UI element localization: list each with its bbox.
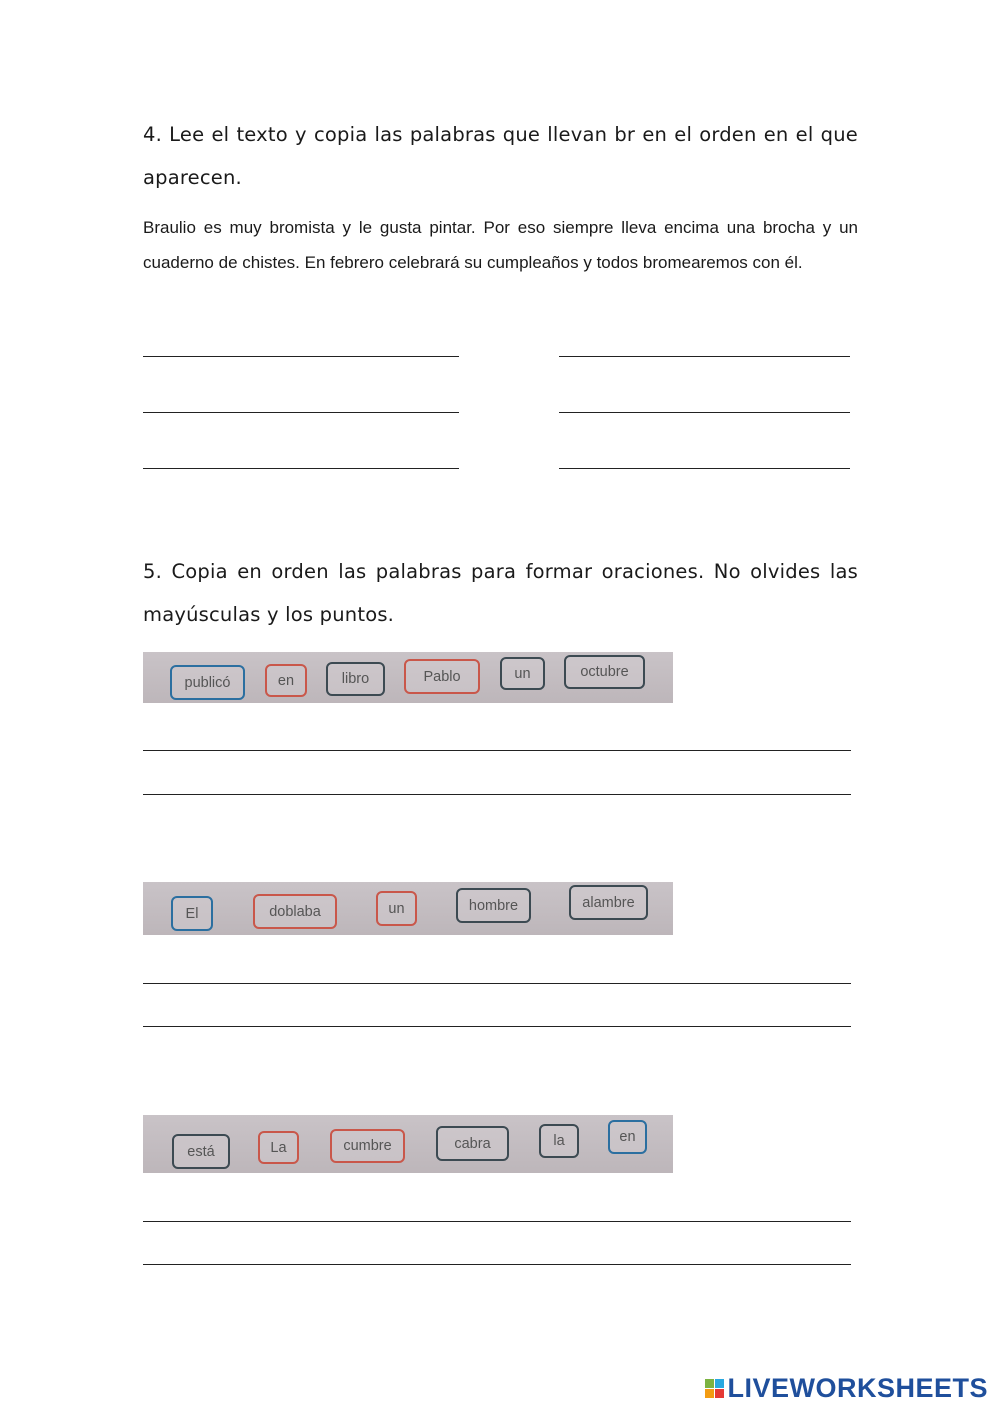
answer-line[interactable] (559, 356, 850, 357)
word-tile: libro (326, 662, 385, 696)
brand-name: LIVEWORKSHEETS (727, 1373, 988, 1403)
answer-line[interactable] (143, 412, 459, 413)
word-tile: alambre (569, 885, 648, 920)
word-tile: Pablo (404, 659, 480, 694)
answer-line[interactable] (559, 412, 850, 413)
word-tile: un (376, 891, 417, 926)
word-tile: cumbre (330, 1129, 405, 1163)
word-tile: El (171, 896, 213, 931)
answer-line[interactable] (143, 794, 851, 795)
word-tile: un (500, 657, 545, 690)
exercise-4-passage: Braulio es muy bromista y le gusta pintar. Por eso siempre lleva encima una brocha y un cuaderno de chistes. En febrero celebrará su cumpleaños y todos bromearemos con él. (143, 218, 858, 272)
answer-line[interactable] (143, 468, 459, 469)
word-strip-3 (143, 1115, 673, 1173)
word-tile: cabra (436, 1126, 509, 1161)
answer-line[interactable] (143, 1221, 851, 1222)
answer-line[interactable] (143, 1026, 851, 1027)
word-tile: doblaba (253, 894, 337, 929)
answer-line[interactable] (559, 468, 850, 469)
answer-line[interactable] (143, 750, 851, 751)
word-tile: La (258, 1131, 299, 1164)
answer-line[interactable] (143, 983, 851, 984)
word-tile: la (539, 1124, 579, 1158)
answer-line[interactable] (143, 1264, 851, 1265)
word-strip-1 (143, 652, 673, 703)
answer-line[interactable] (143, 356, 459, 357)
word-tile: publicó (170, 665, 245, 700)
word-tile: hombre (456, 888, 531, 923)
word-tile: en (265, 664, 307, 697)
word-tile: en (608, 1120, 647, 1154)
word-tile: está (172, 1134, 230, 1169)
word-tile: octubre (564, 655, 645, 689)
exercise-4-instruction: 4. Lee el texto y copia las palabras que llevan br en el orden en el que aparecen. (143, 123, 858, 189)
word-strip-2 (143, 882, 673, 935)
logo-mark-icon (705, 1379, 724, 1398)
liveworksheets-logo (705, 1373, 988, 1404)
exercise-5-instruction: 5. Copia en orden las palabras para formar oraciones. No olvides las mayúsculas y los puntos. (143, 560, 858, 626)
